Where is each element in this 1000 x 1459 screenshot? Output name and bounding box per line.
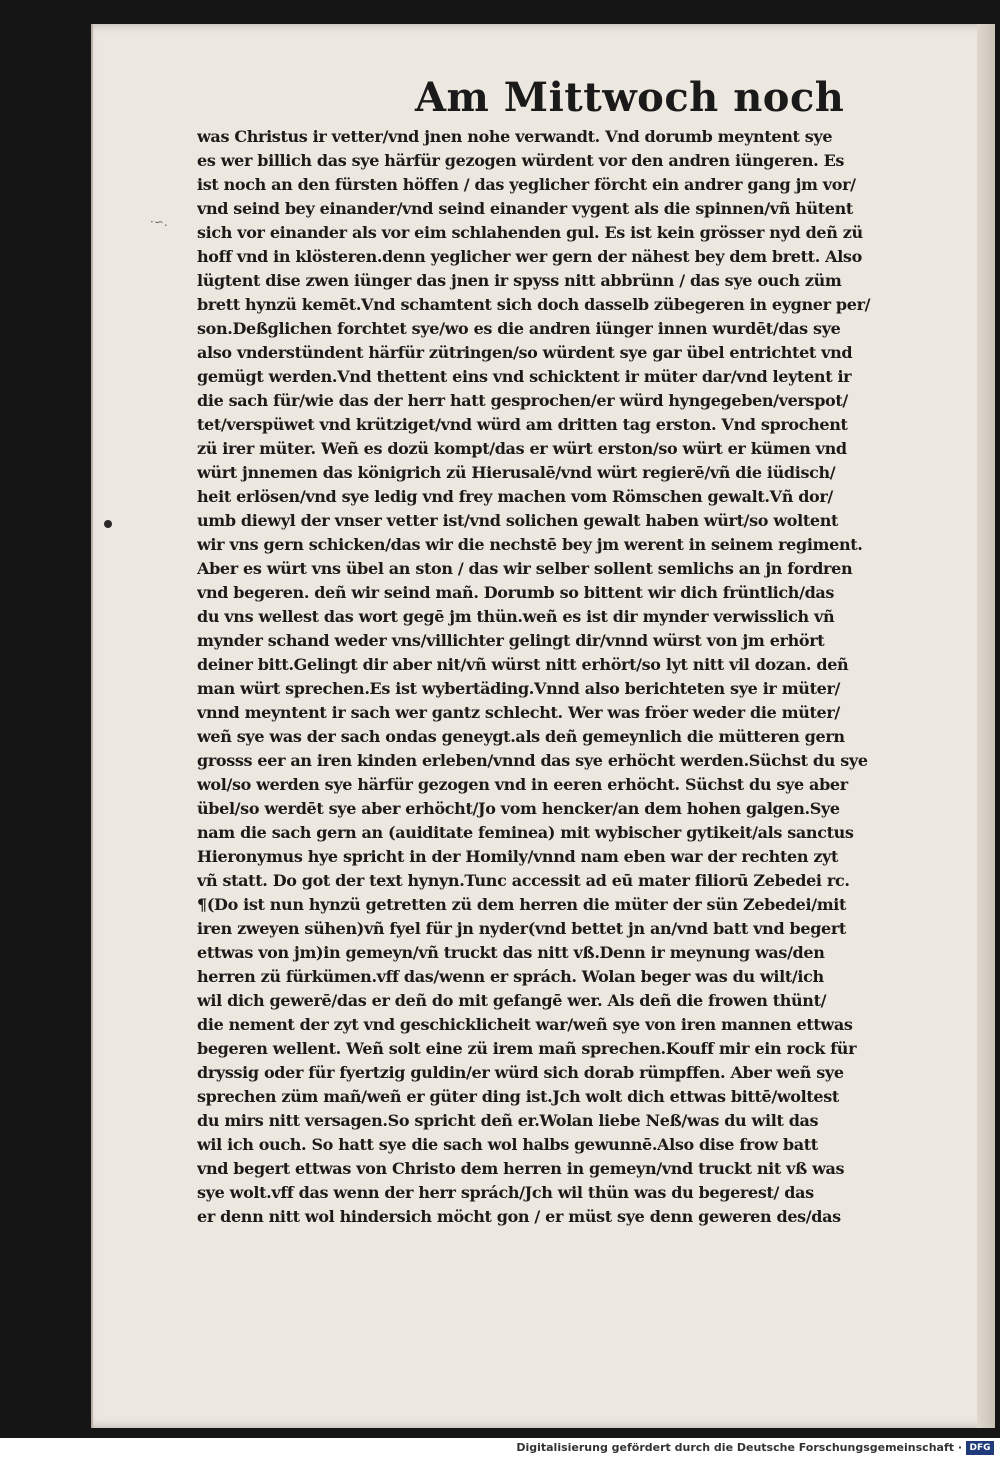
- text-line: dryssig oder für fyertzig guldin/er würd sich dorab rümpffen. Aber weñ sye: [197, 1063, 844, 1082]
- text-line: man würt sprechen.Es ist wybertäding.Vnnd also berichteten sye ir müter/: [197, 679, 841, 698]
- text-line: wol/so werden sye härfür gezogen vnd in eeren erhöcht. Süchst du sye aber: [197, 775, 848, 794]
- footer-bar: [0, 1438, 1000, 1459]
- text-line: also vnderstündent härfür zütringen/so würdent sye gar übel entrichtet vnd: [197, 343, 853, 362]
- body-text: [197, 125, 927, 1229]
- text-line: vnnd meyntent ir sach wer gantz schlecht. Wer was fröer weder die müter/: [197, 703, 840, 722]
- text-line: vnd seind bey einander/vnd seind einander vygent als die spinnen/vñ hütent: [197, 199, 853, 218]
- text-line: die nement der zyt vnd geschicklicheit war/weñ sye von iren mannen ettwas: [197, 1015, 853, 1034]
- text-line: mynder schand weder vns/villichter gelingt dir/vnnd würst von jm erhört: [197, 631, 825, 650]
- text-line: iren zweyen sühen)vñ fyel für jn nyder(vnd bettet jn an/vnd batt vnd begert: [197, 919, 846, 938]
- text-line: vñ statt. Do got der text hynyn.Tunc accessit ad eū mater filiorū Zebedei rc.: [197, 871, 850, 890]
- text-line: zü irer müter. Weñ es dozü kompt/das er würt erston/so würt er kümen vnd: [197, 439, 847, 458]
- text-line: ¶(Do ist nun hynzü getretten zü dem herren die müter der sün Zebedei/mit: [197, 895, 847, 914]
- text-line: wil ich ouch. So hatt sye die sach wol halbs gewunnē.Also dise frow batt: [197, 1135, 818, 1154]
- page-edge: [977, 24, 995, 1428]
- footer-credit: Digitalisierung gefördert durch die Deutsche Forschungsgemeinschaft ·: [516, 1441, 962, 1454]
- text-line: son.Deßglichen forchtet sye/wo es die andren iünger innen wurdēt/das sye: [197, 319, 841, 338]
- text-line: ettwas von jm)in gemeyn/vñ truckt das nitt vß.Denn ir meynung was/den: [197, 943, 825, 962]
- text-line: Hieronymus hye spricht in der Homily/vnnd nam eben war der rechten zyt: [197, 847, 839, 866]
- text-line: die sach für/wie das der herr hatt gesprochen/er würd hyngegeben/verspot/: [197, 391, 848, 410]
- text-line: wir vns gern schicken/das wir die nechstē bey jm werent in seinem regiment.: [197, 535, 863, 554]
- text-line: übel/so werdēt sye aber erhöcht/Jo vom hencker/an dem hohen galgen.Sye: [197, 799, 840, 818]
- text-line: wil dich gewerē/das er deñ do mit gefangē wer. Als deñ die frowen thünt/: [197, 991, 827, 1010]
- text-line: vnd begert ettwas von Christo dem herren in gemeyn/vnd truckt nit vß was: [197, 1159, 845, 1178]
- text-line: es wer billich das sye härfür gezogen würdent vor den andren iüngeren. Es: [197, 151, 845, 170]
- text-line: sye wolt.vff das wenn der herr sprách/Jch wil thün was du begerest/ das: [197, 1183, 814, 1202]
- dfg-logo-icon: DFG: [966, 1441, 994, 1455]
- text-line: vnd begeren. deñ wir seind mañ. Dorumb so bittent wir dich früntlich/das: [197, 583, 835, 602]
- text-line: grosss eer an iren kinden erleben/vnnd das sye erhöcht werden.Süchst du sye: [197, 751, 868, 770]
- margin-note: ·∽.: [150, 215, 168, 229]
- text-line: du mirs nitt versagen.So spricht deñ er.Wolan liebe Neß/was du wilt das: [197, 1111, 819, 1130]
- text-line: hoff vnd in klösteren.denn yeglicher wer gern der nähest bey dem brett. Also: [197, 247, 862, 266]
- text-line: ist noch an den fürsten höffen / das yeglicher förcht ein andrer gang jm vor/: [197, 175, 856, 194]
- text-line: Aber es würt vns übel an ston / das wir selber sollent semlichs an jn fordren: [197, 559, 853, 578]
- text-line: würt jnnemen das königrich zü Hierusalē/vnd würt regierē/vñ die iüdisch/: [197, 463, 836, 482]
- margin-dot-mark: [104, 520, 112, 528]
- text-line: gemügt werden.Vnd thettent eins vnd schicktent ir müter dar/vnd leytent ir: [197, 367, 852, 386]
- text-line: was Christus ir vetter/vnd jnen nohe verwandt. Vnd dorumb meyntent sye: [197, 127, 833, 146]
- text-line: lügtent dise zwen iünger das jnen ir spyss nitt abbrünn / das sye ouch züm: [197, 271, 842, 290]
- text-line: umb diewyl der vnser vetter ist/vnd solichen gewalt haben würt/so woltent: [197, 511, 839, 530]
- text-line: brett hynzü kemēt.Vnd schamtent sich doch dasselb zübegeren in eygner per/: [197, 295, 871, 314]
- text-line: weñ sye was der sach ondas geneygt.als deñ gemeynlich die mütteren gern: [197, 727, 845, 746]
- page-header-title: Am Mittwoch noch: [415, 74, 845, 121]
- text-line: begeren wellent. Weñ solt eine zü irem mañ sprechen.Kouff mir ein rock für: [197, 1039, 857, 1058]
- text-line: herren zü fürkümen.vff das/wenn er sprách. Wolan beger was du wilt/ich: [197, 967, 824, 986]
- text-line: du vns wellest das wort gegē jm thün.weñ es ist dir mynder verwisslich vñ: [197, 607, 835, 626]
- text-line: sprechen züm mañ/weñ er güter ding ist.Jch wolt dich ettwas bittē/woltest: [197, 1087, 839, 1106]
- text-line: heit erlösen/vnd sye ledig vnd frey machen vom Römschen gewalt.Vñ dor/: [197, 487, 833, 506]
- text-line: deiner bitt.Gelingt dir aber nit/vñ würst nitt erhört/so lyt nitt vil dozan. deñ: [197, 655, 849, 674]
- text-line: tet/verspüwet vnd krütziget/vnd würd am dritten tag erston. Vnd sprochent: [197, 415, 848, 434]
- text-line: sich vor einander als vor eim schlahenden gul. Es ist kein grösser nyd deñ zü: [197, 223, 863, 242]
- text-line: nam die sach gern an (auiditate feminea) mit wybischer gytikeit/als sanctus: [197, 823, 854, 842]
- text-line: er denn nitt wol hindersich möcht gon / er müst sye denn geweren des/das: [197, 1207, 841, 1226]
